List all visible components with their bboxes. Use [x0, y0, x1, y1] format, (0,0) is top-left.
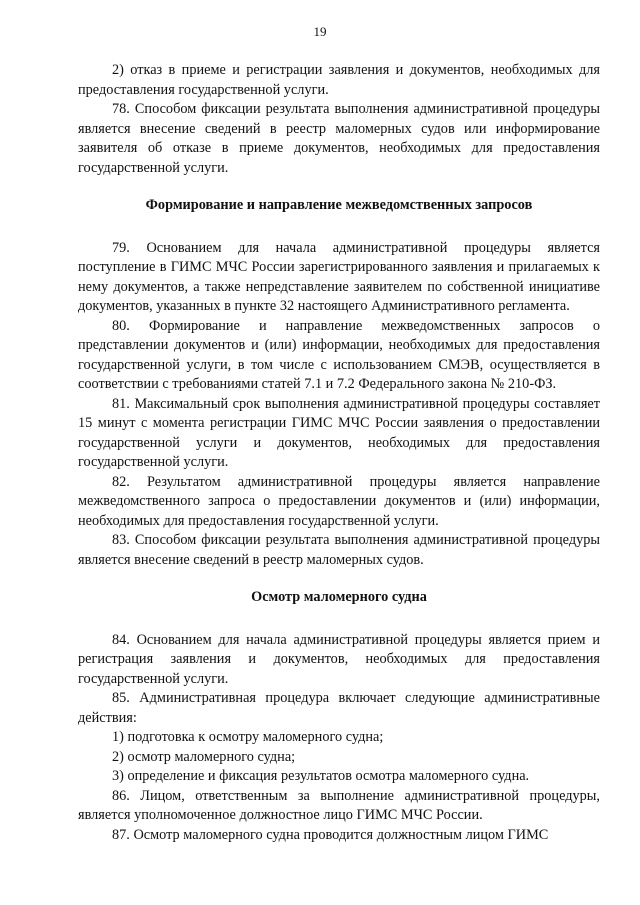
list-item: 2) осмотр маломерного судна;	[112, 748, 296, 765]
paragraph-78: 78. Способом фиксации результата выполнения административной процедуры является внесение сведений в реестр маломерных судов или информирование заявителя об отказе в приеме документов, необходимых для предоставления государственной услуги.	[78, 101, 600, 176]
paragraph-refusal-item: 2) отказ в приеме и регистрации заявления и документов, необходимых для предоставления государственной услуги.	[78, 62, 600, 98]
paragraph-84: 84. Основанием для начала административной процедуры является прием и регистрация заявления и документов, необходимых для предоставления государственной услуги.	[78, 631, 600, 687]
paragraph-81: 81. Максимальный срок выполнения административной процедуры составляет 15 минут с момента регистрации ГИМС МЧС России заявления о предоставлении государственной услуги и документов, необходимых для предоставления государственной услуги.	[78, 395, 600, 470]
paragraph-85: 85. Административная процедура включает следующие административные действия:	[78, 690, 600, 726]
paragraph-82: 82. Результатом административной процедуры является направление межведомственного запроса о предоставлении документов и (или) информации, необходимых для предоставления государственной услуги.	[78, 473, 600, 529]
page-number: 19	[313, 24, 327, 39]
paragraph-79: 79. Основанием для начала административной процедуры является поступление в ГИМС МЧС России зарегистрированного заявления и прилагаемых к нему документов, а также непредставление заявителем по собственной инициативе документов, указанных в пункте 32 настоящего Административного регламента.	[78, 239, 600, 314]
paragraph-86: 86. Лицом, ответственным за выполнение административной процедуры, является уполномоченное должностное лицо ГИМС МЧС России.	[78, 787, 600, 823]
paragraph-87: 87. Осмотр маломерного судна проводится должностным лицом ГИМС	[112, 826, 549, 843]
section-heading-interagency-requests: Формирование и направление межведомственных запросов	[145, 197, 533, 213]
document-body	[78, 61, 600, 845]
paragraph-83: 83. Способом фиксации результата выполнения административной процедуры является внесение сведений в реестр маломерных судов.	[78, 532, 600, 568]
paragraph-80: 80. Формирование и направление межведомственных запросов о представлении документов и (или) информации, необходимых для предоставления государственной услуги, в том числе с использованием СМЭВ, осуществляется в соответствии с требованиями статей 7.1 и 7.2 Федерального закона № 210-ФЗ.	[78, 317, 600, 392]
list-item: 1) подготовка к осмотру маломерного судна;	[112, 729, 384, 745]
list-item: 3) определение и фиксация результатов осмотра маломерного судна.	[112, 768, 530, 784]
section-heading-vessel-inspection: Осмотр маломерного судна	[251, 589, 427, 605]
